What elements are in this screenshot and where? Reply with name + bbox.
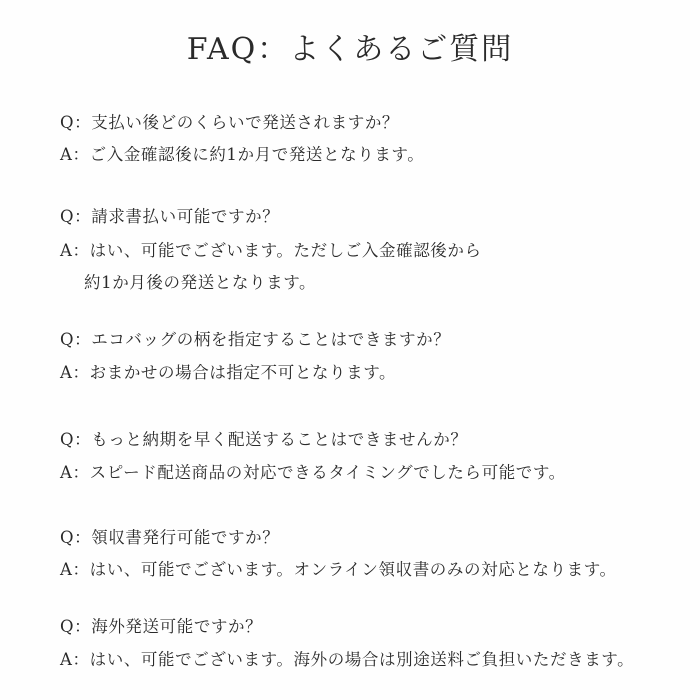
faq-question: Q：海外発送可能ですか？ (60, 617, 263, 636)
faq-question: Q：請求書払い可能ですか？ (60, 207, 280, 226)
faq-answer: A：ご入金確認後に約1か月で発送となります。 (60, 145, 425, 164)
faq-answer: A：はい、可能でございます。ただしご入金確認後から (60, 241, 482, 260)
faq-answer: A：おまかせの場合は指定不可となります。 (60, 363, 397, 382)
faq-answer: A：スピード配送商品の対応できるタイミングでしたら可能です。 (60, 463, 566, 482)
faq-answer: A：はい、可能でございます。オンライン領収書のみの対応となります。 (60, 560, 617, 579)
faq-question: Q：支払い後どのくらいで発送されますか？ (60, 113, 400, 132)
faq-answer: A：はい、可能でございます。海外の場合は別途送料ご負担いただきます。 (60, 650, 635, 669)
faq-answer-continued: 約1か月後の発送となります。 (84, 273, 317, 292)
page-title: FAQ：よくあるご質問 (186, 32, 514, 67)
faq-question: Q：エコバッグの柄を指定することはできますか？ (60, 330, 451, 349)
faq-question: Q：もっと納期を早く配送することはできませんか？ (60, 430, 468, 449)
faq-question: Q：領収書発行可能ですか？ (60, 528, 280, 547)
